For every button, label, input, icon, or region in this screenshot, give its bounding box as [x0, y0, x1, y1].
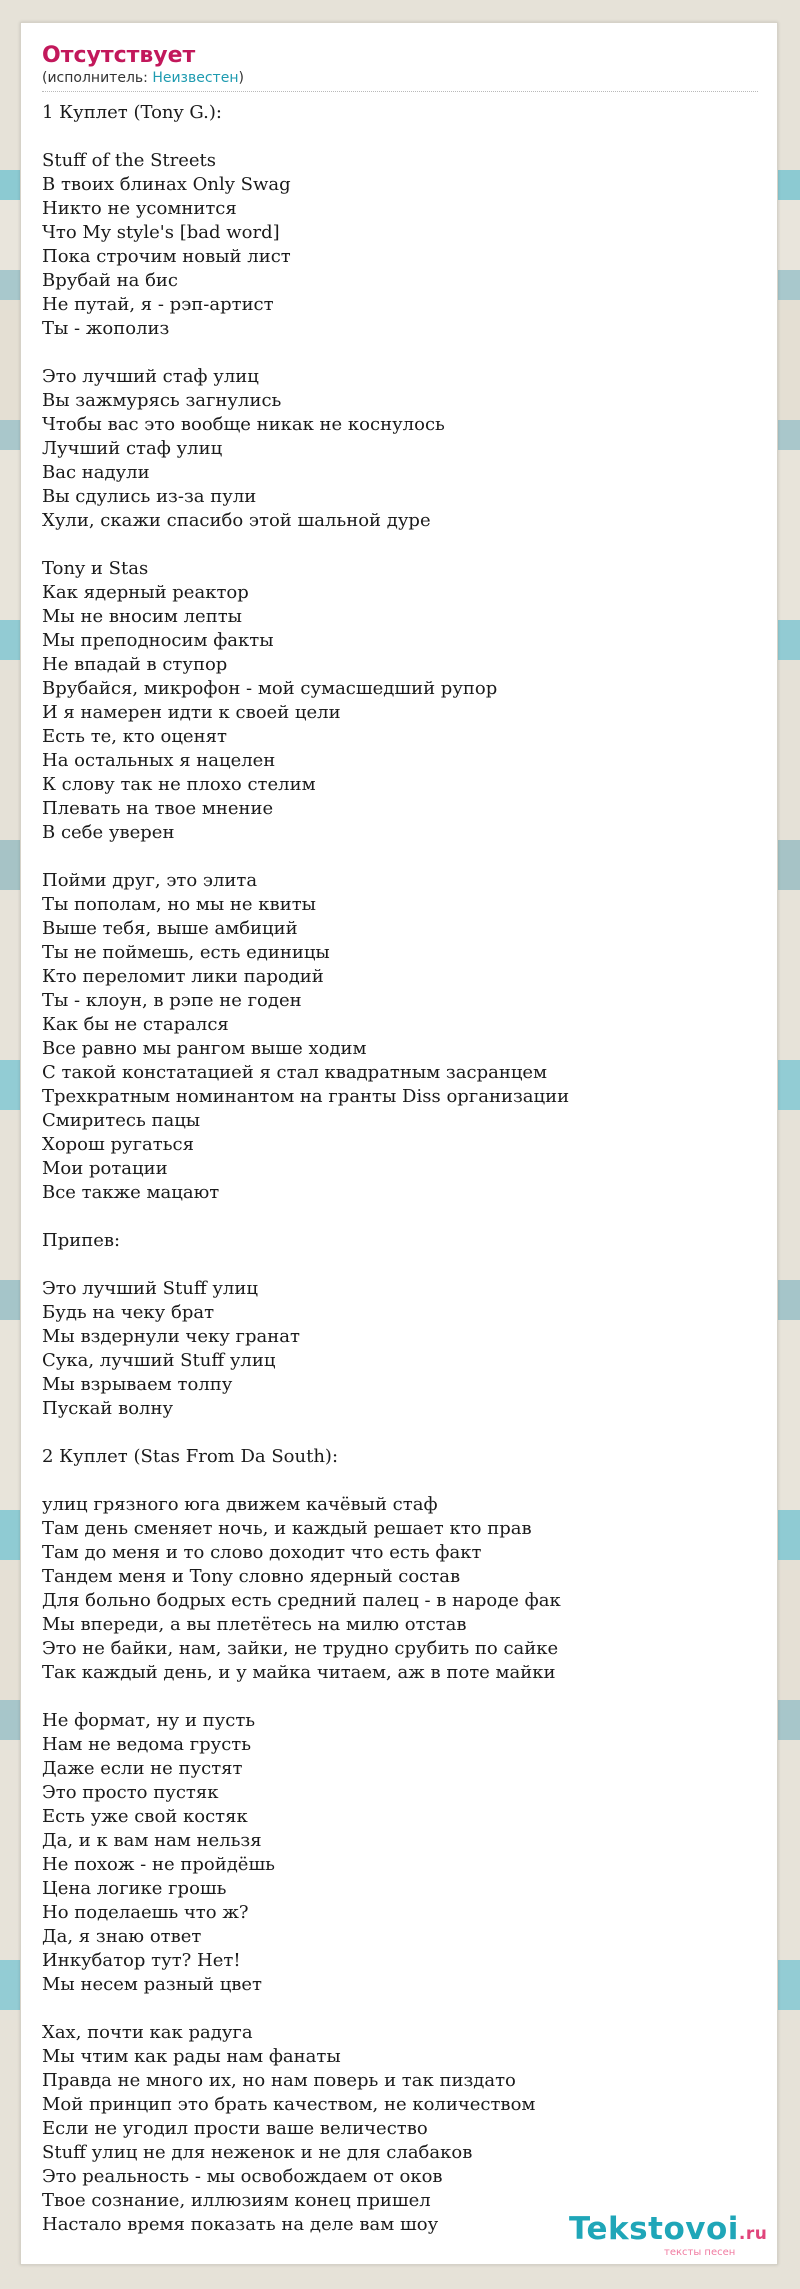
- lyrics-line: улиц грязного юга движем качёвый стаф: [42, 1494, 438, 1515]
- lyrics-line: С такой констатацией я стал квадратным засранцем: [42, 1062, 548, 1083]
- lyrics-line: Не формат, ну и пусть: [42, 1710, 256, 1731]
- artist-link[interactable]: Неизвестен: [152, 70, 239, 86]
- lyrics-line: Мы впереди, а вы плетётесь на милю отстав: [42, 1614, 467, 1635]
- logo-wordmark: [569, 2211, 767, 2252]
- lyrics-page: [20, 22, 778, 2265]
- lyrics-line: На остальных я нацелен: [42, 750, 276, 771]
- lyrics-line: Не похож - не пройдёшь: [42, 1854, 275, 1875]
- lyrics-line: Это лучший Stuff улиц: [42, 1278, 258, 1299]
- lyrics-line: Тандем меня и Tony словно ядерный состав: [42, 1566, 461, 1587]
- lyrics-blank-line: [42, 125, 758, 149]
- lyrics-line: Так каждый день, и у майка читаем, аж в поте майки: [42, 1662, 556, 1683]
- lyrics-line: 1 Куплет (Tony G.):: [42, 102, 222, 123]
- lyrics-blank-line: [42, 845, 758, 869]
- artist-suffix: ): [238, 70, 244, 86]
- lyrics-line: Мои ротации: [42, 1158, 168, 1179]
- song-title: Отсутствует: [42, 43, 196, 68]
- lyrics-line: Даже если не пустят: [42, 1758, 243, 1779]
- logo-tld: .ru: [738, 2224, 768, 2244]
- lyrics-line: Да, и к вам нам нельзя: [42, 1830, 262, 1851]
- lyrics-line: Мы взрываем толпу: [42, 1374, 233, 1395]
- lyrics-line: Смиритесь пацы: [42, 1110, 201, 1131]
- lyrics-line: Врубай на бис: [42, 270, 178, 291]
- lyrics-line: Будь на чеку брат: [42, 1302, 215, 1323]
- artist-line: [42, 69, 758, 87]
- lyrics-line: Ты пополам, но мы не квиты: [42, 894, 316, 915]
- lyrics-line: В твоих блинах Only Swag: [42, 174, 291, 195]
- lyrics-line: Чтобы вас это вообще никак не коснулось: [42, 414, 445, 435]
- lyrics-blank-line: [42, 1997, 758, 2021]
- lyrics-blank-line: [42, 1469, 758, 1493]
- lyrics-line: Там день сменяет ночь, и каждый решает кто прав: [42, 1518, 532, 1539]
- lyrics-blank-line: [42, 533, 758, 557]
- lyrics-line: Ты - жополиз: [42, 318, 170, 339]
- lyrics-line: Tony и Stas: [42, 558, 149, 579]
- lyrics-line: Хули, скажи спасибо этой шальной дуре: [42, 510, 431, 531]
- lyrics-line: Есть уже свой костяк: [42, 1806, 248, 1827]
- song-header: [42, 43, 758, 92]
- lyrics-line: Трехкратным номинантом на гранты Diss организации: [42, 1086, 570, 1107]
- lyrics-line: Там до меня и то слово доходит что есть факт: [42, 1542, 482, 1563]
- logo-tagline: тексты песен: [664, 2247, 736, 2258]
- lyrics-line: Плевать на твое мнение: [42, 798, 274, 819]
- lyrics-line: Пойми друг, это элита: [42, 870, 258, 891]
- lyrics-blank-line: [42, 1205, 758, 1229]
- artist-prefix: (исполнитель:: [42, 70, 153, 86]
- lyrics-line: Твое сознание, иллюзиям конец пришел: [42, 2190, 431, 2211]
- lyrics-line: Мы преподносим факты: [42, 630, 274, 651]
- lyrics-line: Вас надули: [42, 462, 150, 483]
- lyrics-line: Да, я знаю ответ: [42, 1926, 202, 1947]
- lyrics-line: Не путай, я - рэп-артист: [42, 294, 274, 315]
- lyrics-line: Все также мацают: [42, 1182, 220, 1203]
- lyrics-line: Нам не ведома грусть: [42, 1734, 252, 1755]
- lyrics-line: Не впадай в ступор: [42, 654, 228, 675]
- lyrics-line: Мой принцип это брать качеством, не количеством: [42, 2094, 536, 2115]
- logo-name: Tekstovoi: [569, 2211, 739, 2247]
- lyrics-line: Ты - клоун, в рэпе не годен: [42, 990, 302, 1011]
- lyrics-line: Мы не вносим лепты: [42, 606, 242, 627]
- lyrics-line: Сука, лучший Stuff улиц: [42, 1350, 276, 1371]
- lyrics-line: Это просто пустяк: [42, 1782, 219, 1803]
- lyrics-line: Stuff of the Streets: [42, 150, 217, 171]
- lyrics-line: Инкубатор тут? Нет!: [42, 1950, 241, 1971]
- lyrics-line: Цена логике грошь: [42, 1878, 227, 1899]
- lyrics-line: Если не угодил прости ваше величество: [42, 2118, 428, 2139]
- lyrics-line: Все равно мы рангом выше ходим: [42, 1038, 367, 1059]
- lyrics-line: Хорош ругаться: [42, 1134, 194, 1155]
- lyrics-line: Пускай волну: [42, 1398, 174, 1419]
- lyrics-line: Никто не усомнится: [42, 198, 237, 219]
- lyrics-line: К слову так не плохо стелим: [42, 774, 316, 795]
- lyrics-line: Это лучший стаф улиц: [42, 366, 259, 387]
- lyrics-line: Настало время показать на деле вам шоу: [42, 2214, 439, 2235]
- lyrics-line: Есть те, кто оценят: [42, 726, 227, 747]
- lyrics-line: Кто переломит лики пародий: [42, 966, 324, 987]
- lyrics-line: Для больно бодрых есть средний палец - в народе фак: [42, 1590, 561, 1611]
- lyrics-line: Это реальность - мы освобождаем от оков: [42, 2166, 443, 2187]
- lyrics-line: Как бы не старался: [42, 1014, 229, 1035]
- lyrics-line: Мы вздернули чеку гранат: [42, 1326, 300, 1347]
- lyrics-line: Мы чтим как рады нам фанаты: [42, 2046, 341, 2067]
- lyrics-line: Выше тебя, выше амбиций: [42, 918, 298, 939]
- lyrics-line: В себе уверен: [42, 822, 175, 843]
- lyrics-line: Правда не много их, но нам поверь и так пиздато: [42, 2070, 516, 2091]
- lyrics-line: Ты не поймешь, есть единицы: [42, 942, 330, 963]
- lyrics-blank-line: [42, 341, 758, 365]
- lyrics-line: Это не байки, нам, зайки, не трудно срубить по сайке: [42, 1638, 559, 1659]
- lyrics-line: 2 Куплет (Stas From Da South):: [42, 1446, 339, 1467]
- lyrics-line: И я намерен идти к своей цели: [42, 702, 341, 723]
- lyrics-line: Stuff улиц не для неженок и не для слабаков: [42, 2142, 473, 2163]
- lyrics-line: Лучший стаф улиц: [42, 438, 223, 459]
- lyrics-line: Вы зажмурясь загнулись: [42, 390, 282, 411]
- lyrics-blank-line: [42, 1421, 758, 1445]
- lyrics-line: Хах, почти как радуга: [42, 2022, 253, 2043]
- lyrics-line: Врубайся, микрофон - мой сумасшедший рупор: [42, 678, 498, 699]
- lyrics-blank-line: [42, 1253, 758, 1277]
- lyrics-line: Мы несем разный цвет: [42, 1974, 263, 1995]
- tekstovoi-logo[interactable]: [569, 2211, 769, 2261]
- lyrics-line: Но поделаешь что ж?: [42, 1902, 249, 1923]
- lyrics-line: Что My style's [bad word]: [42, 222, 280, 243]
- lyrics-line: Как ядерный реактор: [42, 582, 249, 603]
- lyrics-line: Припев:: [42, 1230, 121, 1251]
- lyrics-blank-line: [42, 1685, 758, 1709]
- lyrics-line: Вы сдулись из-за пули: [42, 486, 257, 507]
- lyrics-text: [42, 101, 758, 2237]
- lyrics-line: Пока строчим новый лист: [42, 246, 291, 267]
